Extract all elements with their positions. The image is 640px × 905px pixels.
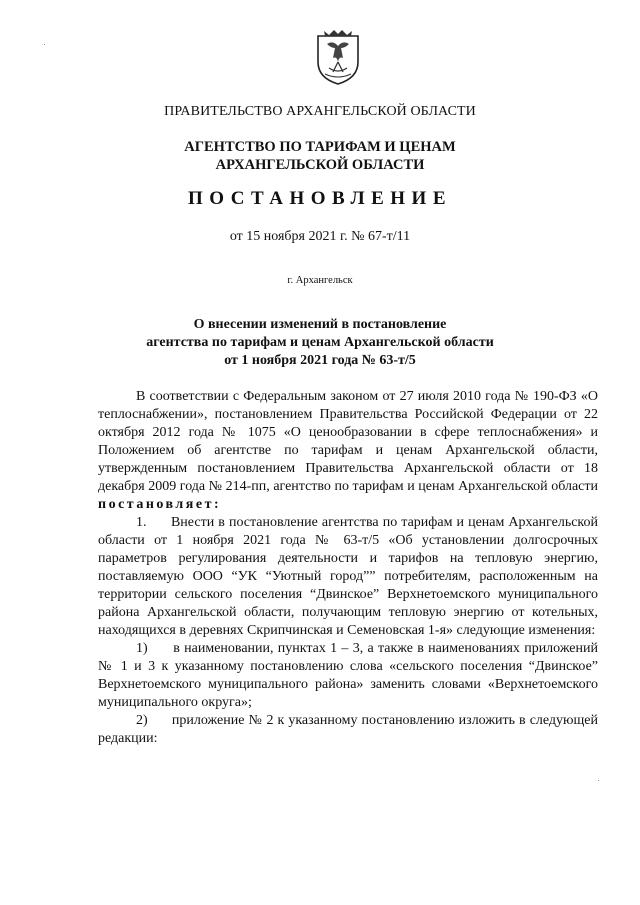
item-1-paragraph: 1. Внести в постановление агентства по тарифам и ценам Архангельской области от 1 ноября 2021 года № 63-т/5 «Об установлении долгосрочных параметров регулирования деятельности и тарифов на тепловую энергию, поставляемую ООО “УК “Уютный город”” потребителям, расположенным на территории сельского поселения “Двинское” Верхнетоемского муниципального района Архангельской области, получающим тепловую энергию от котельных, находящихся в деревнях Скрипчинская и Семеновская 1-я» следующие изменения: — [98, 515, 598, 638]
preamble-text: В соответствии с Федеральным законом от 27 июля 2010 года № 190-ФЗ «О теплоснабжении», постановлением Правительства Российской Федерации от 22 октября 2012 года № 1075 «О ценообразовании в сфере теплоснабжения» и Положением об агентстве по тарифам и ценам Архангельской области, утвержденным постановлением Правительства Архангельской области от 18 декабря 2009 года № 214-пп, агентство по тарифам и ценам Архангельской области — [98, 389, 598, 494]
preamble-paragraph — [98, 388, 598, 514]
scan-dot — [598, 780, 599, 781]
agency-name-line2: АРХАНГЕЛЬСКОЙ ОБЛАСТИ — [215, 157, 425, 173]
document-date-number: от 15 ноября 2021 г. № 67-т/11 — [229, 229, 411, 244]
agency-name-line1: АГЕНТСТВО ПО ТАРИФАМ И ЦЕНАМ — [184, 139, 456, 155]
subject-line1: О внесении изменений в постановление — [193, 317, 447, 332]
document-type-title: ПОСТАНОВЛЕНИЕ — [187, 188, 453, 209]
document-body — [98, 388, 598, 748]
scan-dot — [44, 44, 45, 45]
document-subject — [0, 316, 640, 370]
subitem-1-paragraph: 1) в наименовании, пунктах 1 – 3, а также в наименованиях приложений № 1 и 3 к указанному постановлению слова «сельского поселения “Двинское” Верхнетоемского муниципального района» заменить словами «Верхнетоемского муниципального округа»; — [98, 641, 598, 710]
subject-line3: от 1 ноября 2021 года № 63-т/5 — [224, 353, 416, 368]
coat-of-arms-icon — [315, 28, 361, 86]
government-name: ПРАВИТЕЛЬСТВО АРХАНГЕЛЬСКОЙ ОБЛАСТИ — [164, 104, 476, 119]
subject-line2: агентства по тарифам и ценам Архангельской области — [146, 335, 494, 350]
resolves-keyword: постановляет: — [98, 497, 222, 512]
subitem-2-paragraph: 2) приложение № 2 к указанному постановлению изложить в следующей редакции: — [98, 713, 598, 746]
agency-name — [0, 138, 640, 174]
document-city: г. Архангельск — [287, 275, 353, 286]
